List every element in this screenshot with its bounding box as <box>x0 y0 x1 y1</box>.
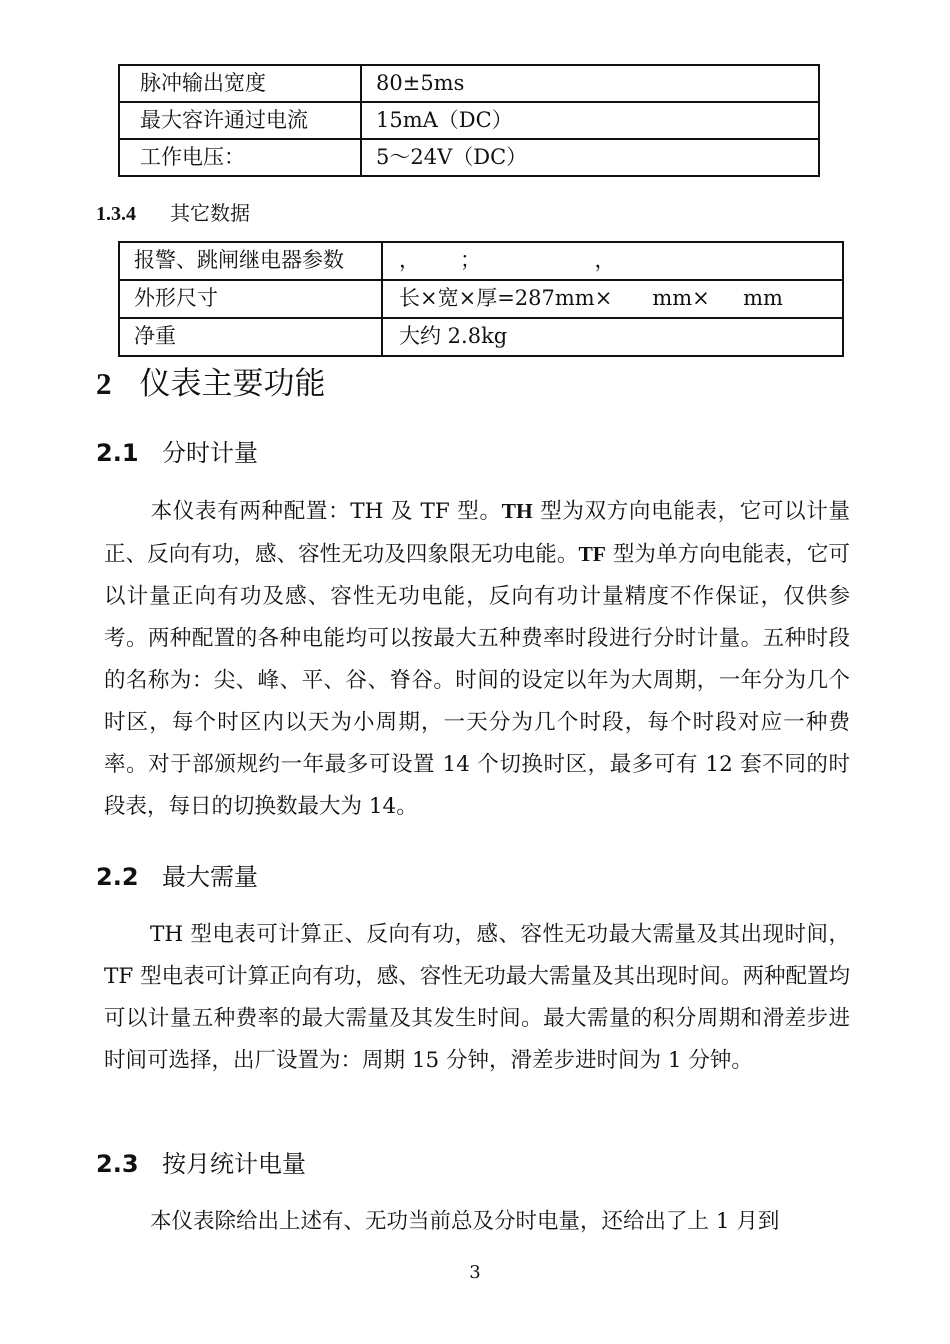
section-2-3-paragraph: 本仪表除给出上述有、无功当前总及分时电量，还给出了上 1 月到 <box>150 1209 780 1234</box>
section-2-1-paragraph: 本仪表有两种配置：TH 及 TF 型。TH 型为双方向电能表，它可以计量正、反向有功，感、容性无功及四象限无功电能。TF 型为单方向电能表，它可以计量正向有功及感、容性无功电能，反向有功计量精度不作保证，仅供参考。两种配置的各种电能均可以按最大五种费率时段进行分时计量。五种时段的名称为：尖、峰、平、谷、脊谷。时间的设定以年为大周期，一年分为几个时区，每个时区内以天为小周期，一天分为几个时段，每个时段对应一种费率。对于部颁规约一年最多可设置 14 个切换时区，最多可有 12 套不同的时段表，每日的切换数最大为 14。 <box>104 499 850 819</box>
other-data-table <box>118 241 844 357</box>
table-cell-value: 大约 2.8kg <box>382 318 843 356</box>
section-number: 2.3 <box>96 1150 139 1178</box>
relay-params-value: ， ； ， <box>399 248 616 273</box>
table-row <box>119 139 819 176</box>
table-cell-value: 80±5ms <box>361 65 819 102</box>
section-number: 2.2 <box>96 863 139 891</box>
section-number: 1.3.4 <box>96 203 136 225</box>
section-heading-2-3 <box>96 1144 306 1179</box>
page-number: 3 <box>469 1262 481 1283</box>
table-cell-label: 报警、跳闸继电器参数 <box>119 242 382 280</box>
section-number: 2.1 <box>96 439 139 467</box>
table-cell-label: 工作电压： <box>119 139 361 176</box>
table-cell-label: 净重 <box>119 318 382 356</box>
table-row <box>119 102 819 139</box>
table-row <box>119 318 843 356</box>
table-cell-label: 外形尺寸 <box>119 280 382 318</box>
section-heading-2-2 <box>96 857 258 892</box>
section-title: 其它数据 <box>170 201 250 225</box>
table-row <box>119 242 843 280</box>
chapter-title: 仪表主要功能 <box>139 366 326 402</box>
table-cell-value: 5～24V（DC） <box>361 139 819 176</box>
chapter-number: 2 <box>96 366 112 401</box>
table-cell-value <box>382 242 843 280</box>
table-row <box>119 280 843 318</box>
chapter-heading-2 <box>96 358 326 403</box>
section-heading-2-1 <box>96 433 258 468</box>
section-2-2-paragraph: TH 型电表可计算正、反向有功，感、容性无功最大需量及其出现时间，TF 型电表可计算正向有功，感、容性无功最大需量及其出现时间。两种配置均可以计量五种费率的最大需量及其发生时间。最大需量的积分周期和滑差步进时间可选择，出厂设置为：周期 15 分钟，滑差步进时间为 1 分钟。 <box>104 922 850 1073</box>
section-heading-1-3-4 <box>96 197 250 226</box>
dimensions-value: 长×宽×厚=287mm× mm× mm <box>399 286 783 311</box>
section-title: 分时计量 <box>162 439 258 467</box>
table-cell-value: 15mA（DC） <box>361 102 819 139</box>
table-row <box>119 65 819 102</box>
section-title: 按月统计电量 <box>162 1150 306 1178</box>
table-cell-label: 脉冲输出宽度 <box>119 65 361 102</box>
section-title: 最大需量 <box>162 863 258 891</box>
table-cell-value <box>382 280 843 318</box>
table-cell-label: 最大容许通过电流 <box>119 102 361 139</box>
pulse-spec-table <box>118 64 820 177</box>
